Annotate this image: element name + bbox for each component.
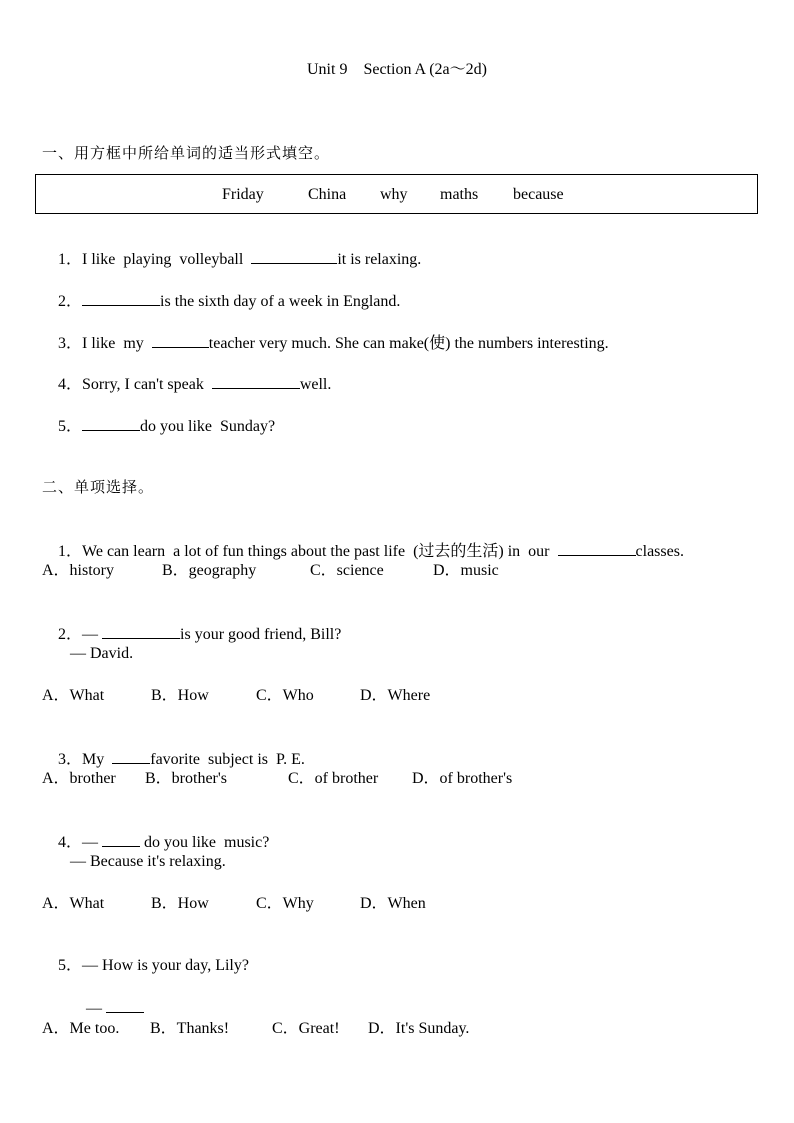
question-text: I like my — [82, 335, 152, 352]
option-b[interactable]: B．brother's — [145, 770, 227, 787]
word-box-item: why — [380, 186, 408, 203]
option-b[interactable]: B．How — [151, 687, 209, 704]
question-text: do you like music? — [140, 834, 270, 851]
question-number: 2． — [58, 626, 83, 643]
answer-blank[interactable] — [558, 540, 636, 556]
word-box-item: China — [308, 186, 347, 203]
option-a[interactable]: A．history — [42, 562, 115, 579]
answer-blank[interactable] — [212, 373, 300, 389]
option-a[interactable]: A．Me too. — [42, 1020, 120, 1037]
question-text: is your good friend, Bill? — [180, 626, 342, 643]
question-text: do you like Sunday? — [140, 418, 276, 435]
word-box-item: maths — [440, 186, 479, 203]
option-b[interactable]: B．Thanks! — [150, 1020, 230, 1037]
question-text: — — [82, 834, 103, 851]
word-box-item: Friday — [222, 186, 264, 203]
answer-blank[interactable] — [152, 332, 209, 348]
word-box-item: because — [513, 186, 564, 203]
question-text: is the sixth day of a week in England. — [160, 293, 401, 310]
question-text: My — [82, 751, 113, 768]
option-d[interactable]: D．Where — [360, 687, 431, 704]
part2-heading: 二、单项选择。 — [42, 478, 155, 496]
question-number: 4． — [58, 834, 83, 851]
option-d[interactable]: D．music — [433, 562, 499, 579]
option-c[interactable]: C．Why — [256, 895, 314, 912]
answer-blank[interactable] — [106, 997, 144, 1013]
option-b[interactable]: B．geography — [162, 562, 257, 579]
question-text: — — [82, 626, 103, 643]
question-number: 4． — [58, 376, 83, 393]
answer-blank[interactable] — [251, 248, 337, 264]
answer-blank[interactable] — [102, 831, 140, 847]
option-d[interactable]: D．When — [360, 895, 426, 912]
answer-blank[interactable] — [102, 623, 180, 639]
question-text: well. — [299, 376, 332, 393]
question-text: I like playing volleyball — [82, 251, 252, 268]
option-c[interactable]: C．science — [310, 562, 384, 579]
question-text: classes. — [635, 543, 684, 560]
page-title: Unit 9 Section A (2a～2d) — [307, 61, 487, 78]
question-text: favorite subject is P. E. — [150, 751, 305, 768]
option-c[interactable]: C．Who — [256, 687, 314, 704]
dialogue-answer: — David. — [70, 645, 134, 662]
question-text: We can learn a lot of fun things about the past life (过去的生活) in our — [82, 543, 558, 560]
option-c[interactable]: C．Great! — [272, 1020, 340, 1037]
option-a[interactable]: A．What — [42, 895, 105, 912]
option-a[interactable]: A．What — [42, 687, 105, 704]
question-number: 5． — [58, 957, 83, 974]
question-text: it is relaxing. — [337, 251, 422, 268]
option-d[interactable]: D．It's Sunday. — [368, 1020, 470, 1037]
answer-blank[interactable] — [82, 415, 140, 431]
question-number: 5． — [58, 418, 83, 435]
dialogue-answer: — Because it's relaxing. — [70, 853, 226, 870]
question-number: 1． — [58, 251, 83, 268]
question-number: 2． — [58, 293, 83, 310]
option-a[interactable]: A．brother — [42, 770, 116, 787]
answer-blank[interactable] — [112, 748, 150, 764]
word-box — [35, 174, 758, 214]
question-text: — How is your day, Lily? — [82, 957, 249, 974]
question-number: 3． — [58, 335, 83, 352]
answer-blank[interactable] — [82, 290, 160, 306]
part1-heading: 一、用方框中所给单词的适当形式填空。 — [42, 144, 331, 162]
part1-question-5 — [42, 395, 275, 457]
question-text: teacher very much. She can make(使) the numbers interesting. — [208, 335, 609, 352]
question-number: 3． — [58, 751, 83, 768]
option-b[interactable]: B．How — [151, 895, 209, 912]
question-text: Sorry, I can't speak — [82, 376, 212, 393]
option-c[interactable]: C．of brother — [288, 770, 379, 787]
dialogue-dash: — — [86, 1000, 106, 1017]
question-number: 1． — [58, 543, 83, 560]
option-d[interactable]: D．of brother's — [412, 770, 513, 787]
